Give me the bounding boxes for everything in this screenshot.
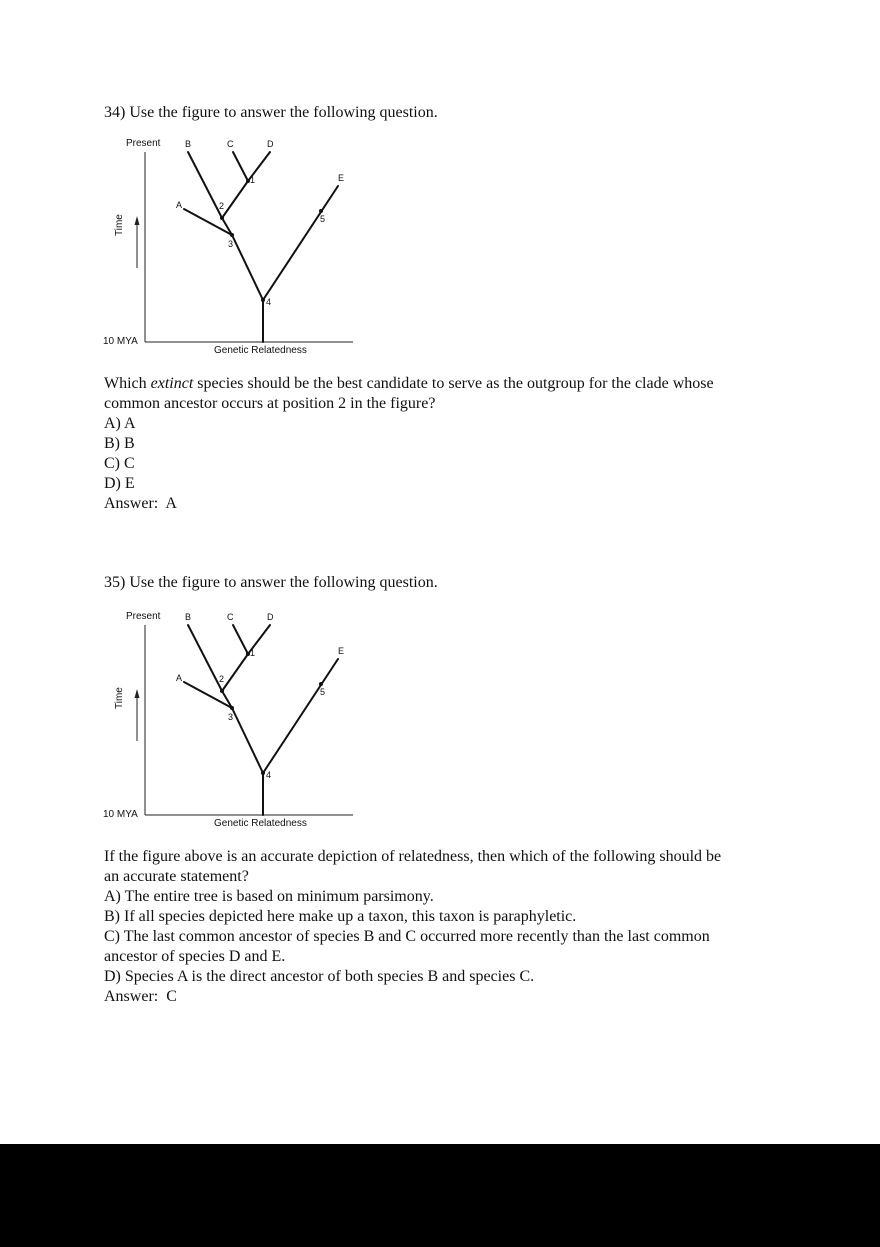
answer-line: Answer: A [104, 495, 177, 512]
question-stem-line-2: common ancestor occurs at position 2 in the figure? [104, 395, 436, 412]
question-35 [104, 573, 784, 593]
node-1-label: 1 [250, 175, 256, 185]
question-35-body [104, 847, 784, 1007]
node-5-label: 5 [320, 687, 326, 697]
present-label: Present [126, 611, 161, 622]
ten-mya-label: 10 MYA [103, 809, 138, 820]
x-axis-label: Genetic Relatedness [214, 818, 307, 829]
taxon-a-label: A [176, 673, 183, 683]
taxon-e-label: E [338, 173, 345, 183]
stem-italic-text: extinct [150, 375, 194, 392]
question-34-body [104, 374, 784, 514]
question-prompt: 35) Use the figure to answer the following question. [104, 574, 438, 591]
option-c-continued: ancestor of species D and E. [104, 948, 286, 965]
taxon-b-label: B [185, 612, 192, 622]
question-stem-line-1: If the figure above is an accurate depiction of relatedness, then which of the following should be [104, 848, 722, 865]
option-c: C) C [104, 455, 135, 472]
option-a: A) A [104, 415, 136, 432]
ten-mya-label: 10 MYA [103, 336, 138, 347]
x-axis-label: Genetic Relatedness [214, 345, 307, 356]
stem-text: Which [104, 375, 151, 392]
question-stem-line-1 [104, 374, 784, 394]
time-axis-label: Time [114, 214, 125, 236]
phylogenetic-tree-figure-2 [100, 603, 360, 833]
taxon-d-label: D [267, 139, 274, 149]
option-d: D) E [104, 475, 135, 492]
question-34 [104, 103, 784, 123]
node-3-label: 3 [228, 239, 234, 249]
stem-text: species should be the best candidate to serve as the outgroup for the clade whose [193, 375, 714, 392]
taxon-d-label: D [267, 612, 274, 622]
node-4-label: 4 [266, 770, 272, 780]
question-prompt: 34) Use the figure to answer the following question. [104, 104, 438, 121]
taxon-a-label: A [176, 200, 183, 210]
option-a: A) The entire tree is based on minimum parsimony. [104, 888, 434, 905]
option-b: B) If all species depicted here make up a taxon, this taxon is paraphyletic. [104, 908, 577, 925]
time-axis-label: Time [114, 687, 125, 709]
answer-line: Answer: C [104, 988, 177, 1005]
taxon-b-label: B [185, 139, 192, 149]
option-d: D) Species A is the direct ancestor of both species B and species C. [104, 968, 535, 985]
black-footer-bar [0, 1144, 880, 1247]
node-3-label: 3 [228, 712, 234, 722]
node-1-label: 1 [250, 648, 256, 658]
present-label: Present [126, 138, 161, 149]
node-5-label: 5 [320, 214, 326, 224]
node-2-label: 2 [219, 674, 225, 684]
phylogenetic-tree-figure-1 [100, 130, 360, 360]
node-4-label: 4 [266, 297, 272, 307]
option-b: B) B [104, 435, 135, 452]
node-2-label: 2 [219, 201, 225, 211]
taxon-c-label: C [227, 139, 234, 149]
option-c: C) The last common ancestor of species B and C occurred more recently than the last common [104, 928, 710, 945]
taxon-c-label: C [227, 612, 234, 622]
question-stem-line-2: an accurate statement? [104, 868, 249, 885]
taxon-e-label: E [338, 646, 345, 656]
